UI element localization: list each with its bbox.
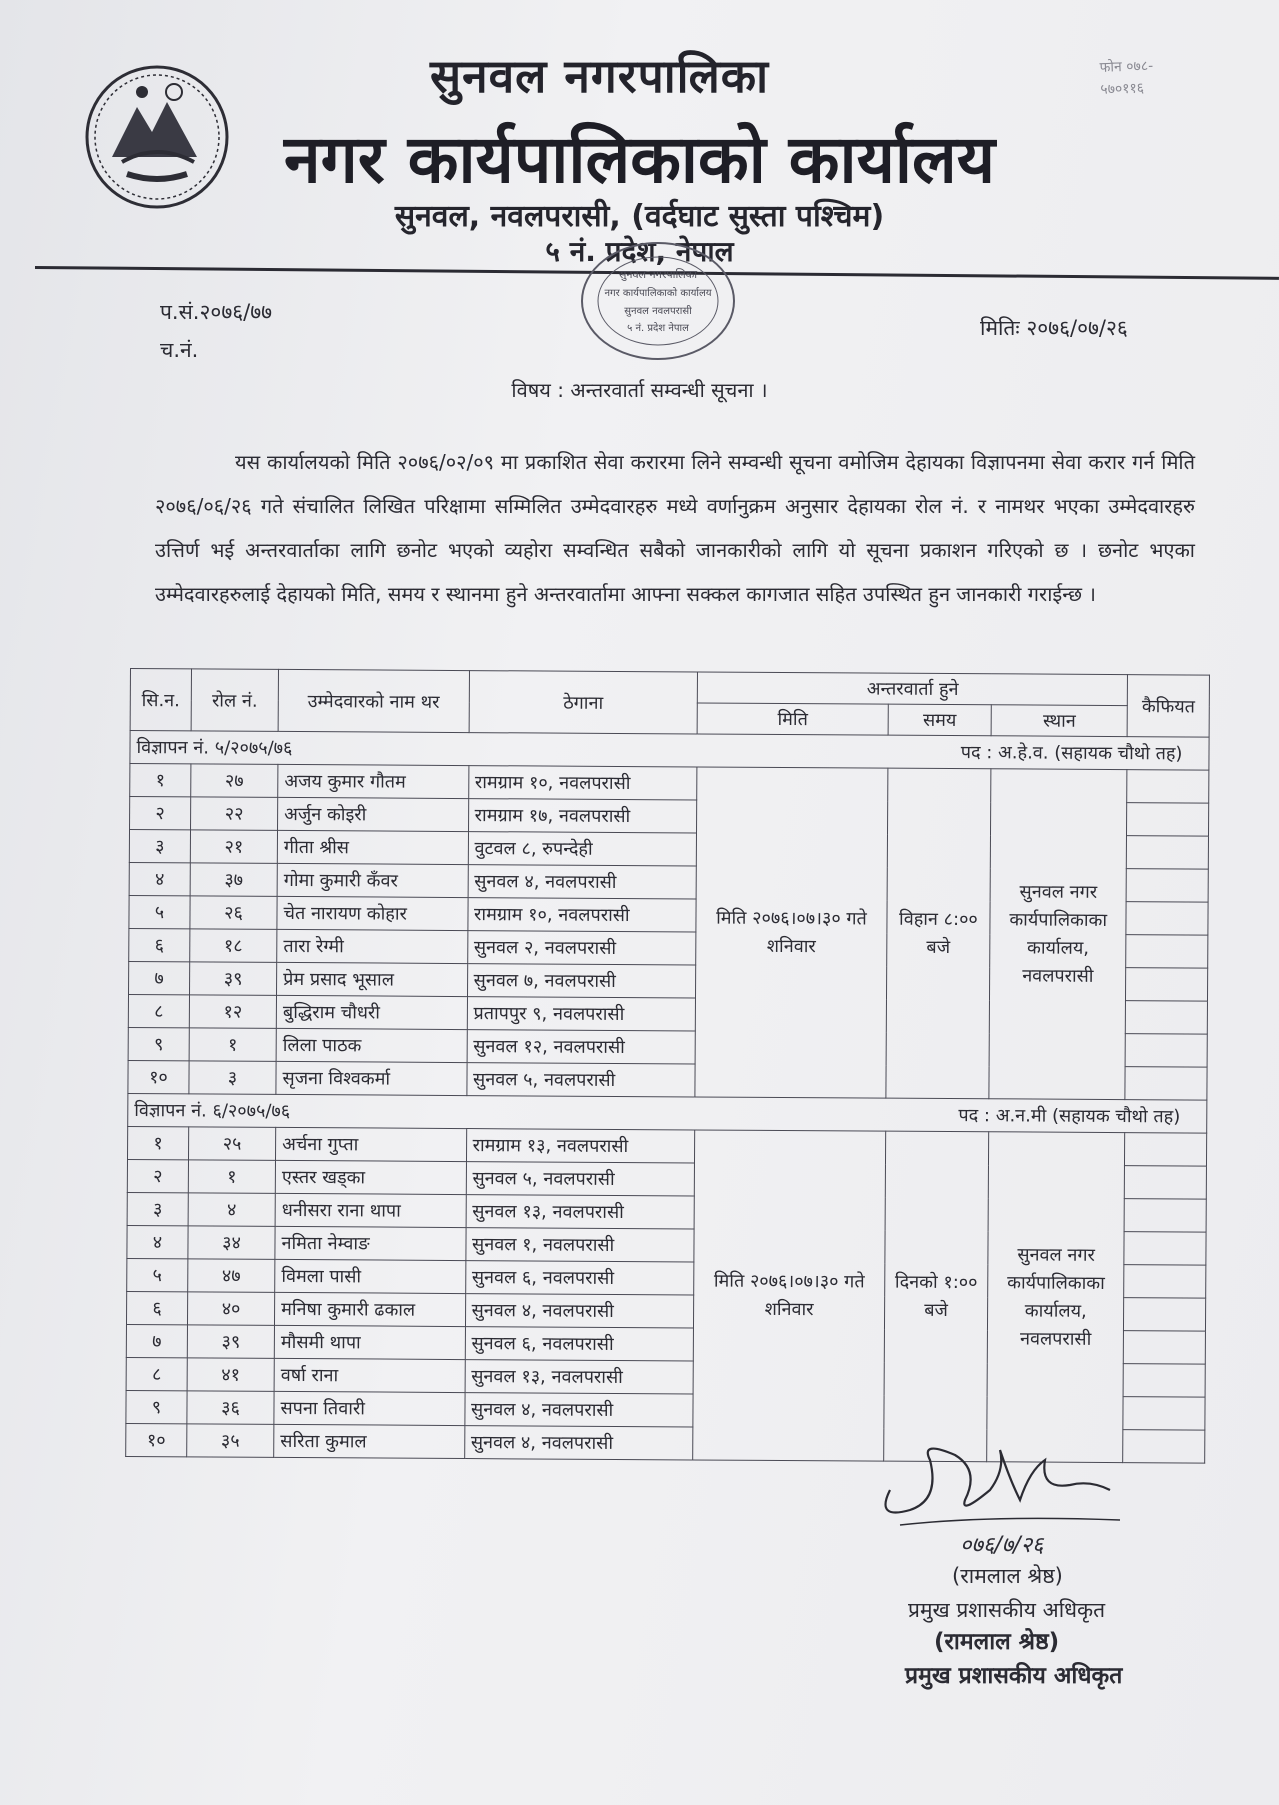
cell-roll: ३९ xyxy=(189,962,276,996)
cell-sn: २ xyxy=(130,797,191,830)
cell-remarks xyxy=(1125,1133,1207,1166)
cell-address: सुनवल १३, नवलपरासी xyxy=(466,1195,695,1229)
cell-name: सपना तिवारी xyxy=(274,1391,465,1425)
cell-remarks xyxy=(1124,1232,1206,1265)
cell-address: सुनवल ५, नवलपरासी xyxy=(466,1063,695,1097)
cell-sn: ७ xyxy=(126,1324,187,1357)
cell-remarks xyxy=(1126,935,1208,968)
post-name: पद : अ.हे.व. (सहायक चौथो तह) xyxy=(960,742,1183,765)
cell-roll: ३७ xyxy=(190,863,277,897)
cell-remarks xyxy=(1124,1298,1206,1331)
cell-name: नमिता नेम्वाङ xyxy=(275,1226,466,1260)
cell-roll: ४७ xyxy=(188,1259,275,1293)
cell-roll: १ xyxy=(189,1028,276,1062)
header-sn: सि.न. xyxy=(130,669,191,731)
cell-sn: ९ xyxy=(126,1390,187,1423)
cell-address: वुटवल ८, रुपन्देही xyxy=(468,832,697,866)
header-place: स्थान xyxy=(991,705,1127,737)
phone-label: फोन ०७८- xyxy=(1099,58,1154,76)
cell-remarks xyxy=(1123,1430,1205,1463)
cell-sn: ४ xyxy=(127,1225,188,1258)
cell-remarks xyxy=(1124,1265,1206,1298)
stamp-line-2: नगर कार्यपालिकाको कार्यालय xyxy=(604,288,712,299)
stamp-signatory-title: प्रमुख प्रशासकीय अधिकृत xyxy=(905,1663,1123,1689)
cell-address: सुनवल ७, नवलपरासी xyxy=(467,964,696,998)
stamp-line-3: सुनवल नवलपरासी xyxy=(624,306,692,317)
cell-sn: २ xyxy=(127,1159,188,1192)
cell-name: बुद्धिराम चौधरी xyxy=(276,995,467,1029)
reference-number: प.सं.२०७६/७७ xyxy=(160,300,273,324)
municipality-name: सुनवल नगरपालिका xyxy=(429,49,770,103)
advert-number: विज्ञापन नं. ५/२०७५/७६ xyxy=(136,737,293,759)
cell-address: प्रतापपुर ९, नवलपरासी xyxy=(467,997,696,1031)
cell-remarks xyxy=(1125,1067,1207,1100)
cell-name: अर्चना गुप्ता xyxy=(276,1127,467,1161)
cell-name: प्रेम प्रसाद भूसाल xyxy=(277,962,468,996)
cell-sn: १० xyxy=(126,1423,187,1456)
advert-number: विज्ञापन नं. ६/२०७५/७६ xyxy=(134,1100,291,1122)
cell-interview-date: मिति २०७६।०७।३० गते शनिवार xyxy=(695,767,888,1098)
cell-address: सुनवल ४, नवलपरासी xyxy=(464,1426,693,1460)
cell-roll: ३६ xyxy=(187,1391,274,1425)
cell-name: अजय कुमार गौतम xyxy=(278,764,469,798)
cell-remarks xyxy=(1124,1331,1206,1364)
phone-number: ५७०११६ xyxy=(1100,80,1145,98)
cell-remarks xyxy=(1127,836,1209,869)
cell-roll: २५ xyxy=(188,1127,275,1161)
cell-interview-date: मिति २०७६।०७।३० गते शनिवार xyxy=(693,1130,886,1461)
cell-address: सुनवल ६, नवलपरासी xyxy=(465,1327,694,1361)
cell-address: सुनवल २, नवलपरासी xyxy=(467,931,696,965)
office-stamp xyxy=(578,236,738,366)
cell-name: तारा रेग्मी xyxy=(277,929,468,963)
notice-paragraph: यस कार्यालयको मिति २०७६/०२/०९ मा प्रकाशित सेवा करारमा लिने सम्वन्धी सूचना वमोजिम देहायका विज्ञापनमा सेवा करार गर्न मिति २०७६/०६/२६ गते संचालित लिखित परिक्षामा सम्मिलित उम्मेदवारहरु मध्ये वर्णानुक्रम अनुसार देहायका रोल नं. र नामथर भएका उम्मेदवारहरु उत्तिर्ण भई अन्तरवार्ताका लागि छनोट भएको व्यहोरा सम्वन्धित सबैको जानकारीको लागि यो सूचना प्रकाशन गरिएको छ । छनोट भएका उम्मेदवारहरुलाई देहायको मिति, समय र स्थानमा हुने अन्तरवार्तामा आफ्ना सक्कल कागजात सहित उपस्थित हुन जानकारी गराईन्छ । xyxy=(155,450,1195,606)
cell-remarks xyxy=(1126,869,1208,902)
cell-roll: १ xyxy=(188,1160,275,1194)
cell-name: धनीसरा राना थापा xyxy=(275,1193,466,1227)
cell-remarks xyxy=(1127,803,1209,836)
table-body xyxy=(126,731,1209,1464)
cell-name: मनिषा कुमारी ढकाल xyxy=(275,1292,466,1326)
cell-roll: ३४ xyxy=(188,1226,275,1260)
cell-roll: ३५ xyxy=(187,1424,274,1458)
cell-sn: ७ xyxy=(129,961,190,994)
cell-roll: २१ xyxy=(190,830,277,864)
cell-sn: ६ xyxy=(129,928,190,961)
cell-address: सुनवल ६, नवलपरासी xyxy=(465,1261,694,1295)
cell-name: विमला पासी xyxy=(275,1259,466,1293)
cell-roll: २७ xyxy=(191,764,278,798)
signatory-title: प्रमुख प्रशासकीय अधिकृत xyxy=(908,1598,1106,1622)
cell-sn: ५ xyxy=(129,895,190,928)
cell-sn: १ xyxy=(127,1126,188,1159)
header-date: मिति xyxy=(697,703,888,735)
cell-remarks xyxy=(1126,968,1208,1001)
post-name: पद : अ.न.मी (सहायक चौथो तह) xyxy=(958,1105,1181,1128)
cell-address: सुनवल ४, नवलपरासी xyxy=(468,865,697,899)
cell-sn: ६ xyxy=(126,1291,187,1324)
cell-remarks xyxy=(1123,1364,1205,1397)
cell-name: गोमा कुमारी कँवर xyxy=(277,863,468,897)
office-name: नगर कार्यपालिकाको कार्यालय xyxy=(284,121,995,198)
cell-sn: १० xyxy=(128,1060,189,1093)
cell-name: सरिता कुमाल xyxy=(274,1424,465,1458)
notice-body xyxy=(155,440,1195,616)
cell-address: रामग्राम १३, नवलपरासी xyxy=(466,1129,695,1163)
cell-name: मौसमी थापा xyxy=(274,1325,465,1359)
cell-address: रामग्राम १७, नवलपरासी xyxy=(468,799,697,833)
header-name: उम्मेदवारको नाम थर xyxy=(278,669,469,732)
dispatch-number: च.नं. xyxy=(160,338,199,362)
cell-interview-place: सुनवल नगर कार्यपालिकाका कार्यालय, नवलपरासी xyxy=(989,769,1127,1100)
cell-name: अर्जुन कोइरी xyxy=(278,797,469,831)
cell-sn: ३ xyxy=(129,830,190,863)
header-remarks: कैफियत xyxy=(1127,675,1209,737)
cell-roll: ४० xyxy=(187,1292,274,1326)
cell-remarks xyxy=(1125,1166,1207,1199)
header-interview: अन्तरवार्ता हुने xyxy=(698,672,1128,706)
cell-roll: ३ xyxy=(189,1061,276,1095)
cell-remarks xyxy=(1123,1397,1205,1430)
cell-remarks xyxy=(1124,1199,1206,1232)
signature xyxy=(870,1430,1130,1580)
cell-address: रामग्राम १०, नवलपरासी xyxy=(467,898,696,932)
cell-address: रामग्राम १०, नवलपरासी xyxy=(468,766,697,800)
stamp-line-1: सुनवल नगरपालिका xyxy=(618,268,698,281)
cell-remarks xyxy=(1126,902,1208,935)
cell-roll: १८ xyxy=(190,929,277,963)
cell-roll: २२ xyxy=(190,797,277,831)
cell-address: सुनवल ४, नवलपरासी xyxy=(465,1294,694,1328)
cell-sn: ५ xyxy=(127,1258,188,1291)
stamp-line-4: ५ नं. प्रदेश नेपाल xyxy=(627,323,689,334)
cell-address: सुनवल १२, नवलपरासी xyxy=(467,1030,696,1064)
cell-sn: ८ xyxy=(126,1357,187,1390)
cell-remarks xyxy=(1126,1001,1208,1034)
header-address: ठेगाना xyxy=(469,671,698,734)
cell-name: चेत नारायण कोहार xyxy=(277,896,468,930)
cell-address: सुनवल १, नवलपरासी xyxy=(465,1228,694,1262)
stamp-signatory-name: (रामलाल श्रेष्ठ) xyxy=(934,1629,1060,1655)
cell-roll: ४१ xyxy=(187,1358,274,1392)
cell-interview-place: सुनवल नगर कार्यपालिकाका कार्यालय, नवलपरासी xyxy=(987,1132,1125,1463)
cell-roll: ३९ xyxy=(187,1325,274,1359)
cell-remarks xyxy=(1125,1034,1207,1067)
phone-block xyxy=(1099,55,1154,101)
cell-address: सुनवल ४, नवलपरासी xyxy=(464,1393,693,1427)
cell-sn: १ xyxy=(130,764,191,797)
cell-roll: १२ xyxy=(189,995,276,1029)
cell-name: एस्तर खड्का xyxy=(275,1160,466,1194)
notice-subject: विषय : अन्तरवार्ता सम्वन्धी सूचना । xyxy=(511,378,768,402)
cell-roll: ४ xyxy=(188,1193,275,1227)
cell-name: वर्षा राना xyxy=(274,1358,465,1392)
office-address: सुनवल, नवलपरासी, (वर्दघाट सुस्ता पश्चिम) xyxy=(394,199,885,234)
cell-name: गीता श्रीस xyxy=(277,830,468,864)
cell-interview-time: दिनको १:०० बजे xyxy=(883,1131,988,1462)
cell-interview-time: विहान ८:०० बजे xyxy=(886,768,991,1099)
province: ५ नं. प्रदेश, नेपाल xyxy=(545,235,734,268)
header-time: समय xyxy=(888,704,992,736)
signatory-name: (रामलाल श्रेष्ठ) xyxy=(952,1564,1063,1588)
cell-address: सुनवल १३, नवलपरासी xyxy=(465,1360,694,1394)
cell-remarks xyxy=(1127,770,1209,803)
signature-date: ०७६/७/२६ xyxy=(960,1533,1044,1558)
notice-date: मितिः २०७६/०७/२६ xyxy=(980,316,1128,340)
cell-name: सृजना विश्वकर्मा xyxy=(276,1061,467,1095)
cell-sn: ३ xyxy=(127,1192,188,1225)
cell-sn: ८ xyxy=(128,994,189,1027)
cell-name: लिला पाठक xyxy=(276,1028,467,1062)
cell-roll: २६ xyxy=(190,896,277,930)
header-roll: रोल नं. xyxy=(191,669,278,732)
cell-address: सुनवल ५, नवलपरासी xyxy=(466,1162,695,1196)
candidate-table xyxy=(125,668,1210,1464)
cell-sn: ९ xyxy=(128,1027,189,1060)
cell-sn: ४ xyxy=(129,862,190,895)
